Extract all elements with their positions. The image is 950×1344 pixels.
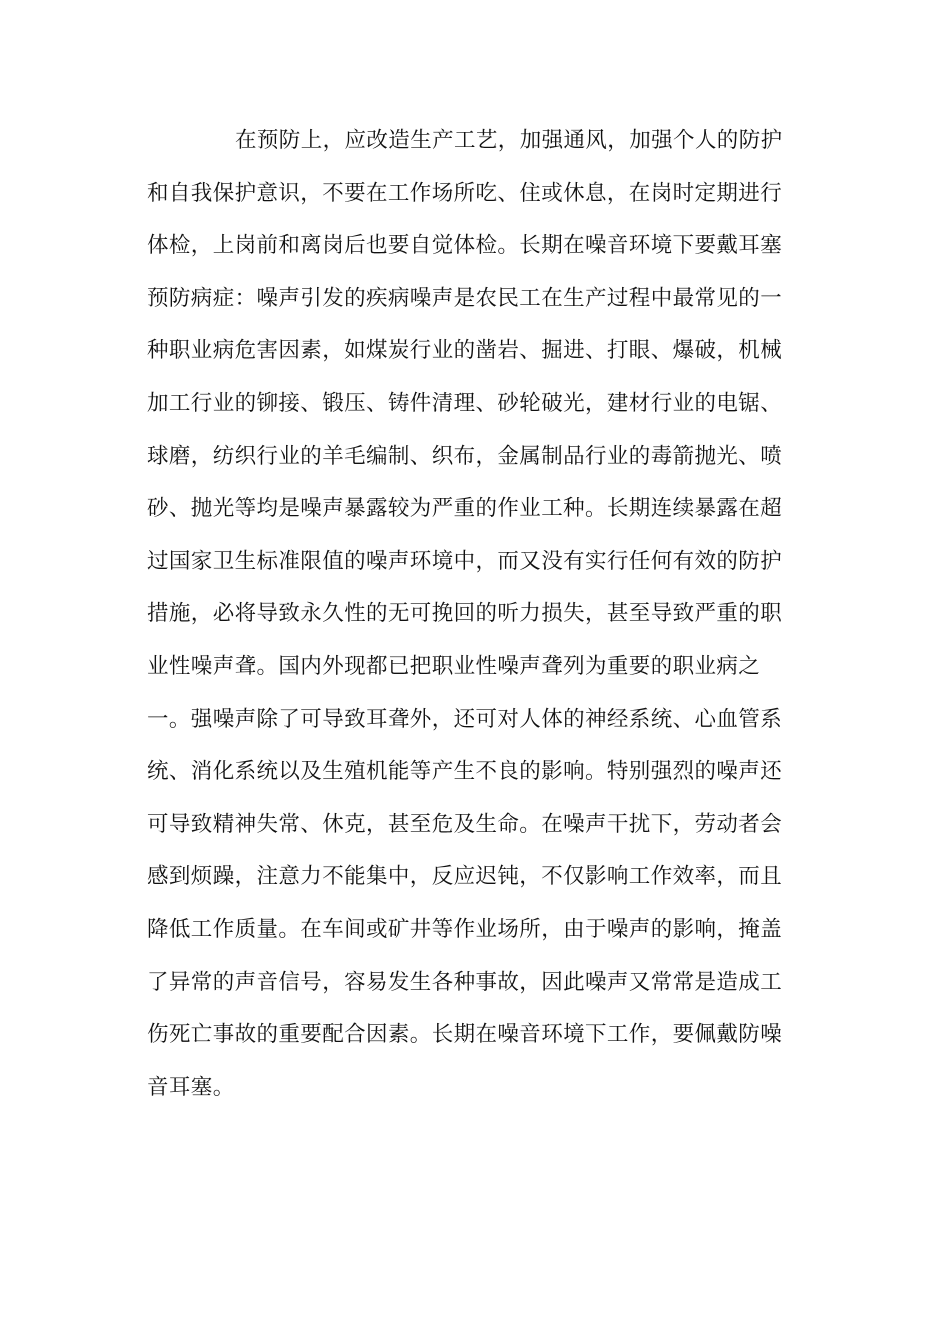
text-line: 种职业病危害因素，如煤炭行业的凿岩、掘进、打眼、爆破，机械	[147, 338, 783, 364]
text-line: 过国家卫生标准限值的噪声环境中，而又没有实行任何有效的防护	[147, 548, 783, 574]
text-line: 措施，必将导致永久性的无可挽回的听力损失，甚至导致严重的职	[147, 601, 783, 627]
text-line: 统、消化系统以及生殖机能等产生不良的影响。特别强烈的噪声还	[147, 759, 783, 785]
text-line: 可导致精神失常、休克，甚至危及生命。在噪声干扰下，劳动者会	[147, 811, 783, 837]
text-line: 加工行业的铆接、锻压、铸件清理、砂轮破光，建材行业的电锯、	[147, 390, 783, 416]
text-line: 降低工作质量。在车间或矿井等作业场所，由于噪声的影响，掩盖	[147, 916, 783, 942]
text-line: 一。强噪声除了可导致耳聋外，还可对人体的神经系统、心血管系	[147, 706, 783, 732]
text-line: 感到烦躁，注意力不能集中，反应迟钝，不仅影响工作效率，而且	[147, 864, 783, 890]
text-line: 业性噪声聋。国内外现都已把职业性噪声聋列为重要的职业病之	[147, 653, 761, 679]
text-line: 球磨，纺织行业的羊毛编制、织布，金属制品行业的毒箭抛光、喷	[147, 443, 783, 469]
text-line: 预防病症：噪声引发的疾病噪声是农民工在生产过程中最常见的一	[147, 285, 783, 311]
text-line: 了异常的声音信号，容易发生各种事故，因此噪声又常常是造成工	[147, 969, 783, 995]
text-line: 砂、抛光等均是噪声暴露较为严重的作业工种。长期连续暴露在超	[147, 496, 783, 522]
text-line: 和自我保护意识，不要在工作场所吃、住或休息，在岗时定期进行	[147, 180, 783, 206]
text-line: 在预防上，应改造生产工艺，加强通风，加强个人的防护	[235, 128, 783, 153]
text-line: 伤死亡事故的重要配合因素。长期在噪音环境下工作，要佩戴防噪	[147, 1022, 783, 1048]
body-paragraph	[147, 115, 807, 1114]
text-line: 音耳塞。	[147, 1074, 235, 1100]
text-line: 体检，上岗前和离岗后也要自觉体检。长期在噪音环境下要戴耳塞	[147, 233, 783, 259]
